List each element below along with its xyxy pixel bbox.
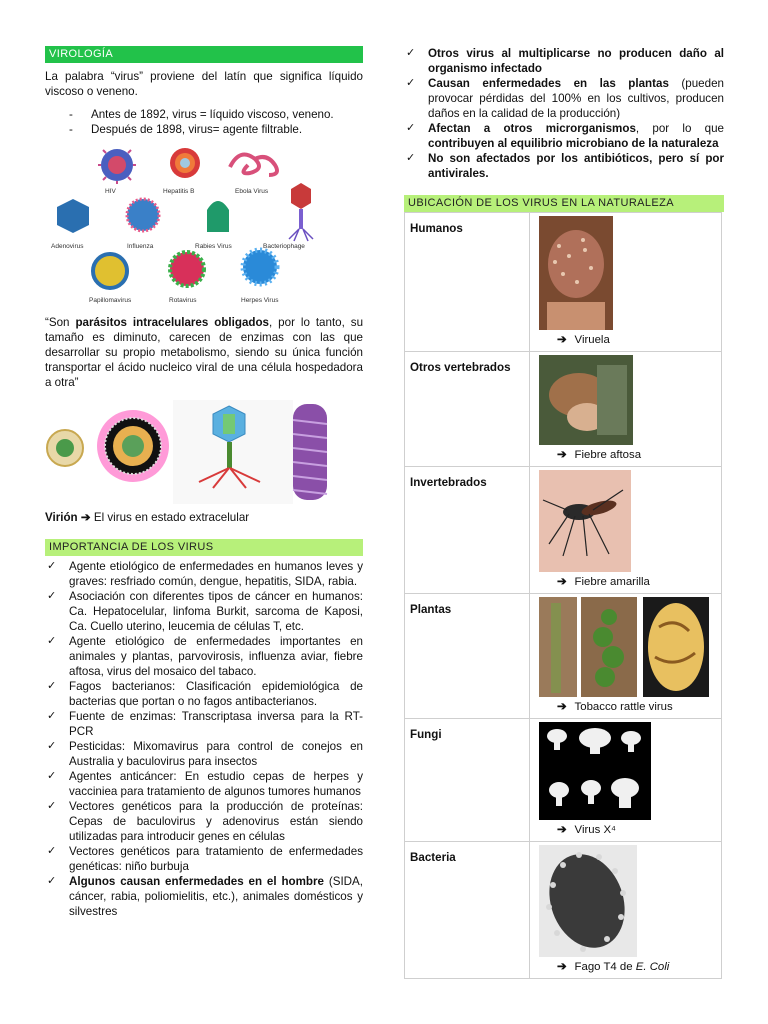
table-row <box>405 842 722 979</box>
caption: ➔ Fiebre aftosa <box>557 449 642 461</box>
importance-item: ✓ Agente etiológico de enfermedades importantes en animales y plantas, parvovirosis, influenza aviar, fiebre aftosa, virus del mosaico del tabaco. <box>45 634 363 679</box>
timeline-item: - Antes de 1892, virus = líquido viscoso, veneno. <box>69 107 363 122</box>
importance-item: ✓ Algunos causan enfermedades en el hombre (SIDA, cáncer, rabia, poliomielitis, etc.), animales domésticos y silvestres <box>45 874 363 919</box>
label-adenovirus: Adenovirus <box>51 243 84 250</box>
table-row <box>405 594 722 719</box>
importance-item: ✓ Vectores genéticos para la producción de proteínas: Cepas de baculovirus y adenovirus están siendo utilizadas para introducir genes en células <box>45 799 363 844</box>
caption: ➔ Viruela <box>557 334 610 346</box>
effects-item: ✓ Afectan a otros microrganismos, por lo que contribuyen al equilibrio microbiano de la naturaleza <box>404 121 724 151</box>
effects-item: ✓ Otros virus al multiplicarse no producen daño al organismo infectado <box>404 46 724 76</box>
hiv-virus-drawing <box>98 147 136 184</box>
label-influenza: Influenza <box>127 243 154 250</box>
hepatitis-b-drawing <box>170 148 200 178</box>
caption: ➔ Virus X⁴ <box>557 824 616 836</box>
virus-structure-figure <box>45 400 363 504</box>
host-cell: Fungi <box>405 719 530 842</box>
importance-item: ✓ Asociación con diferentes tipos de cáncer en humanos: Ca. Hepatocelular, linfoma Burkit, sarcoma de Kaposi, Ca. Cuello uterino, leucemia de células T, etc. <box>45 589 363 634</box>
importance-item: ✓ Pesticidas: Mixomavirus para control de conejos en Australia y baculovirus para insectos <box>45 739 363 769</box>
foot-and-mouth-photo <box>539 355 633 445</box>
mushroom-photo <box>539 722 651 820</box>
host-cell: Otros vertebrados <box>405 352 530 467</box>
herpes-virus-drawing <box>243 250 277 284</box>
effects-list <box>404 46 724 181</box>
ebola-virus-drawing <box>230 155 277 176</box>
importance-item: ✓ Fuente de enzimas: Transcriptasa inversa para la RT-PCR <box>45 709 363 739</box>
image-cell <box>530 352 722 467</box>
virion-definition: Virión ➔ El virus en estado extracelular <box>45 511 250 524</box>
left-column <box>45 0 363 919</box>
importance-item: ✓ Agentes anticáncer: En estudio cepas de herpes y vaccinieа para tratamiento de algunos tumores humanos <box>45 769 363 799</box>
label-rotavirus: Rotavirus <box>169 297 197 304</box>
caption: ➔ Fago T4 de E. Coli <box>557 961 670 973</box>
parasite-quote: “Son parásitos intracelulares obligados, por lo tanto, su tamaño es diminuto, carecen de enzimas con las que desarrollar su propio metabolismo, siendo su única función transportar el ácido nucleico viral de una célula hospedadora a otra” <box>45 316 364 389</box>
virus-structure-illustrations <box>45 400 363 504</box>
effects-item: ✓ Causan enfermedades en las plantas (pueden provocar pérdidas del 100% en los cultivos, producen daños en la calidad de la producción) <box>404 76 724 121</box>
image-cell <box>530 842 722 979</box>
label-hiv: HIV <box>105 188 116 195</box>
smallpox-child-photo <box>539 216 613 330</box>
importance-list <box>45 559 363 919</box>
label-ebola: Ebola Virus <box>235 188 269 195</box>
section-heading-ubicacion: UBICACIÓN DE LOS VIRUS EN LA NATURALEZA <box>404 195 724 212</box>
timeline-item: - Después de 1898, virus= agente filtrable. <box>69 122 363 137</box>
importance-item: ✓ Agente etiológico de enfermedades en humanos leves y graves: resfriado común, dengue, hepatitis, SIDA, rabia. <box>45 559 363 589</box>
table-row <box>405 719 722 842</box>
phage-t4-micrograph <box>539 845 637 957</box>
label-bacteriophage: Bacteriophage <box>263 243 305 250</box>
host-cell: Invertebrados <box>405 467 530 594</box>
importance-item: ✓ Fagos bacterianos: Clasificación epidemiológica de bacterias que portan o no fagos antibacterianos. <box>45 679 363 709</box>
caption: ➔ Tobacco rattle virus <box>557 701 673 713</box>
host-cell: Humanos <box>405 213 530 352</box>
right-column <box>404 0 724 979</box>
section-heading-importancia: IMPORTANCIA DE LOS VIRUS <box>45 539 363 556</box>
papillomavirus-drawing <box>93 254 127 288</box>
timeline-list <box>45 107 363 137</box>
rotavirus-drawing <box>170 252 204 286</box>
label-herpes: Herpes Virus <box>241 297 279 304</box>
table-row <box>405 467 722 594</box>
intro-paragraph: La palabra “virus” proviene del latín que significa líquido viscoso o veneno. <box>45 70 363 98</box>
image-cell <box>530 213 722 352</box>
influenza-drawing <box>127 199 159 231</box>
label-papillomavirus: Papillomavirus <box>89 297 132 304</box>
image-cell <box>530 719 722 842</box>
mosquito-photo <box>539 470 631 572</box>
importance-item: ✓ Vectores genéticos para tratamiento de enfermedades genéticas: niño burbuja <box>45 844 363 874</box>
section-heading-virologia: VIROLOGÍA <box>45 46 363 63</box>
host-cell: Plantas <box>405 594 530 719</box>
label-hepatitis-b: Hepatitis B <box>163 188 195 195</box>
virus-types-figure <box>45 147 363 307</box>
image-cell <box>530 594 722 719</box>
image-cell <box>530 467 722 594</box>
adenovirus-drawing <box>57 199 89 233</box>
caption: ➔ Fiebre amarilla <box>557 576 650 588</box>
rabies-virus-drawing <box>207 201 229 232</box>
table-row <box>405 352 722 467</box>
table-row <box>405 213 722 352</box>
host-cell: Bacteria <box>405 842 530 979</box>
virus-illustrations <box>45 147 363 307</box>
virus-location-table <box>404 212 722 979</box>
bacteriophage-drawing <box>289 183 313 241</box>
plant-virus-photos <box>539 597 711 697</box>
label-rabies: Rabies Virus <box>195 243 232 250</box>
effects-item: ✓ No son afectados por los antibióticos, pero sí por antivirales. <box>404 151 724 181</box>
